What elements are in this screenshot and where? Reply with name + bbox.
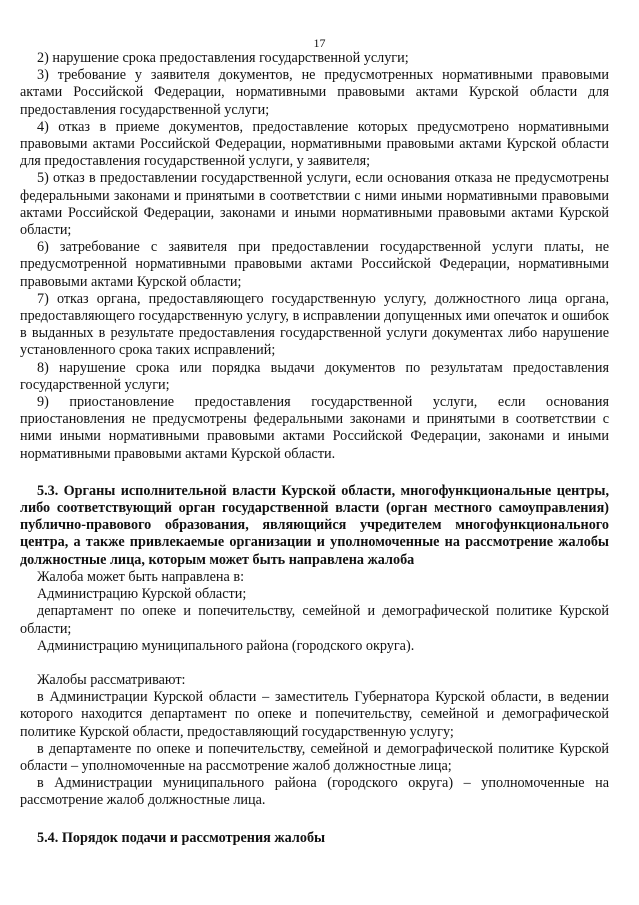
recipient-item: департамент по опеке и попечительству, семейной и демографической политике Курской области;: [20, 603, 609, 637]
page-body: [20, 50, 609, 847]
recipient-item: Администрацию Курской области;: [37, 586, 247, 603]
reviewer-item: в Администрации Курской области – заместитель Губернатора Курской области, в ведении которого находится департамент по опеке и попечительству, семейной и демографической политике Курской области, предоставляющий государственную услугу;: [20, 689, 609, 740]
list-item: 8) нарушение срока или порядка выдачи документов по результатам предоставления государственной услуги;: [20, 359, 609, 393]
reviewer-item: в Администрации муниципального района (городского округа) – уполномоченные на рассмотрение жалоб должностные лица.: [20, 775, 609, 809]
complaint-intro: Жалоба может быть направлена в:: [37, 568, 245, 585]
list-item: 3) требование у заявителя документов, не предусмотренных нормативными правовыми актами Российской Федерации, нормативными правовыми актами Курской области для предоставления государственной услуги;: [20, 67, 609, 118]
reviewer-item: в департаменте по опеке и попечительству, семейной и демографической политике Курской области – уполномоченные на рассмотрение жалоб должностные лица;: [20, 740, 609, 774]
recipient-item: Администрацию муниципального района (городского округа).: [37, 637, 415, 654]
list-item: 4) отказ в приеме документов, предоставление которых предусмотрено нормативными правовыми актами Российской Федерации, нормативными правовыми актами Курской области для предоставления государственной услуги, у заявителя;: [20, 118, 609, 170]
list-item: 5) отказ в предоставлении государственной услуги, если основания отказа не предусмотрены федеральными законами и принятыми в соответствии с ними иными нормативными правовыми актами Российской Федерации, законами и иными нормативными правовыми актами Курской области;: [20, 170, 609, 239]
section-heading-5-4: 5.4. Порядок подачи и рассмотрения жалобы: [37, 829, 326, 846]
list-item: 6) затребование с заявителя при предоставлении государственной услуги платы, не предусмотренной нормативными правовыми актами Российской Федерации, нормативными правовыми актами Курской области;: [20, 239, 609, 290]
list-item: 9) приостановление предоставления государственной услуги, если основания приостановления не предусмотрены федеральными законами и принятыми в соответствии с ними иными нормативными правовыми актами Российской Федерации, законами и иными нормативными правовыми актами Курской области.: [20, 394, 609, 462]
list-item: 7) отказ органа, предоставляющего государственную услугу, должностного лица органа, предоставляющего государственную услугу, в исправлении допущенных ими опечаток и ошибок в выданных в результате предоставления государственной услуги документах либо нарушение установленного срока таких исправлений;: [20, 290, 609, 359]
page-number: 17: [313, 36, 326, 50]
list-item: 2) нарушение срока предоставления государственной услуги;: [37, 50, 409, 66]
section-heading-5-3: 5.3. Органы исполнительной власти Курской области, многофункциональные центры, либо соответствующий орган государственной власти (орган местного самоуправления) публично-правового образования, являющийся учредителем многофункционального центра, а также привлекаемые организации и уполномоченные на рассмотрение жалобы должностные лица, которым может быть направлена жалоба: [20, 482, 609, 568]
reviewers-intro: Жалобы рассматривают:: [37, 671, 186, 688]
